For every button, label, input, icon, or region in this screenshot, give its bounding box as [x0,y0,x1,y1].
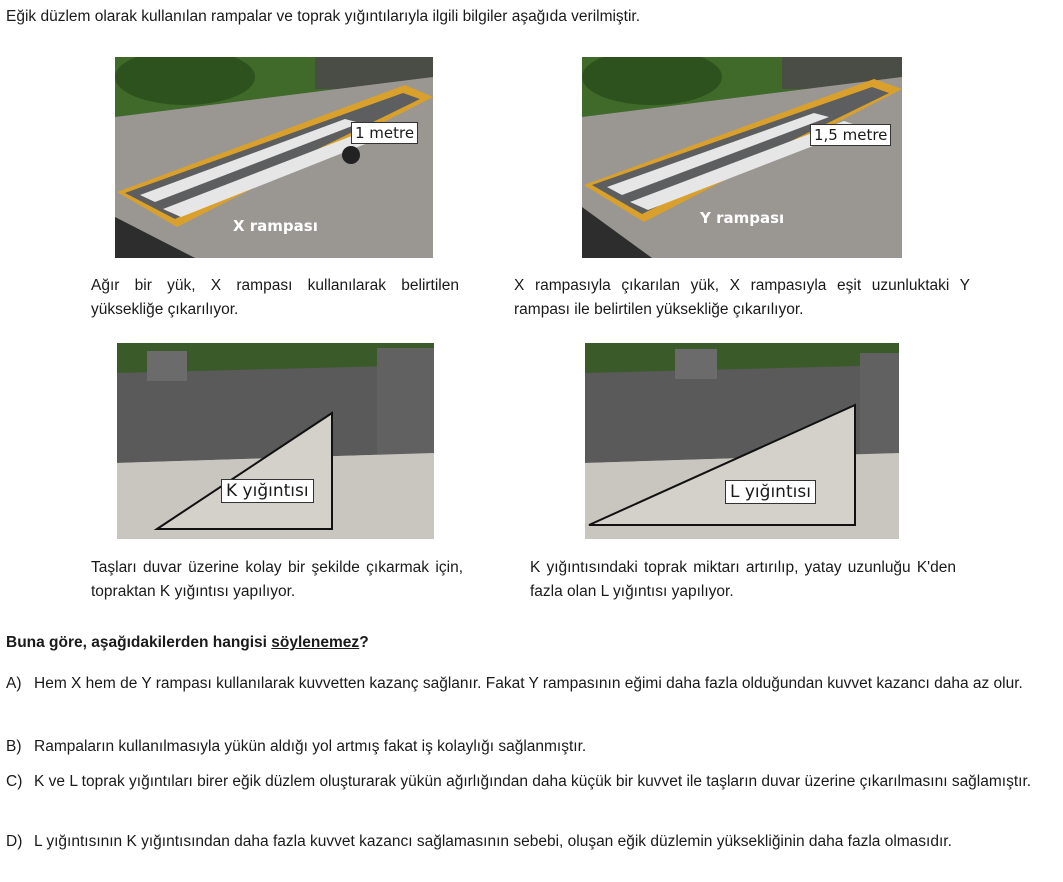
k-pile-photo [117,343,434,539]
y-ramp-photo [582,57,902,258]
question-text [6,634,369,652]
option-b[interactable] [6,735,1058,759]
x-ramp-height-label: 1 metre [351,122,418,144]
l-pile-photo [585,343,899,539]
x-ramp-name-label: X rampası [233,217,318,235]
option-d-text: L yığıntısının K yığıntısından daha fazla kuvvet kazancı sağlamasının sebebi, oluşan eğik düzlemin yüksekliğinin daha fazla olmasıdır. [34,833,952,850]
option-d-letter: D) [6,833,23,850]
k-pile-caption: Taşları duvar üzerine kolay bir şekilde çıkarmak için, topraktan K yığıntısı yapılıyor. [91,559,463,600]
option-d[interactable] [6,830,1058,854]
option-a[interactable] [6,672,1058,696]
y-ramp-caption: X rampasıyla çıkarılan yük, X rampasıyla eşit uzunluktaki Y rampası ile belirtilen yüksekliğe çıkarılıyor. [514,277,970,318]
option-c[interactable] [6,770,1058,794]
intro-text: Eğik düzlem olarak kullanılan rampalar ve toprak yığıntılarıyla ilgili bilgiler aşağıda verilmiştir. [6,8,641,25]
question-prefix: Buna göre, aşağıdakilerden hangisi [6,634,272,651]
l-pile-name-label: L yığıntısı [725,480,816,504]
option-b-letter: B) [6,738,22,755]
option-a-text: Hem X hem de Y rampası kullanılarak kuvvetten kazanç sağlanır. Fakat Y rampasının eğimi daha fazla olduğundan kuvvet kazancı daha az olur. [34,675,1023,692]
option-a-letter: A) [6,675,22,692]
y-ramp-height-label: 1,5 metre [810,124,891,146]
x-ramp-photo [115,57,433,258]
l-pile-caption: K yığıntısındaki toprak miktarı artırılıp, yatay uzunluğu K'den fazla olan L yığıntısı yapılıyor. [530,559,956,600]
question-emphasis: söylenemez [271,634,360,651]
k-pile-name-label: K yığıntısı [221,479,314,503]
option-c-text: K ve L toprak yığıntıları birer eğik düzlem oluşturarak yükün ağırlığından daha küçük bir kuvvet ile taşların duvar üzerine çıkarılmasını sağlamıştır. [34,773,1032,790]
y-ramp-name-label: Y rampası [700,209,785,227]
question-suffix: ? [359,634,369,651]
option-c-letter: C) [6,773,23,790]
x-ramp-caption: Ağır bir yük, X rampası kullanılarak belirtilen yüksekliğe çıkarılıyor. [91,277,459,318]
option-b-text: Rampaların kullanılmasıyla yükün aldığı yol artmış fakat iş kolaylığı sağlanmıştır. [34,738,587,755]
